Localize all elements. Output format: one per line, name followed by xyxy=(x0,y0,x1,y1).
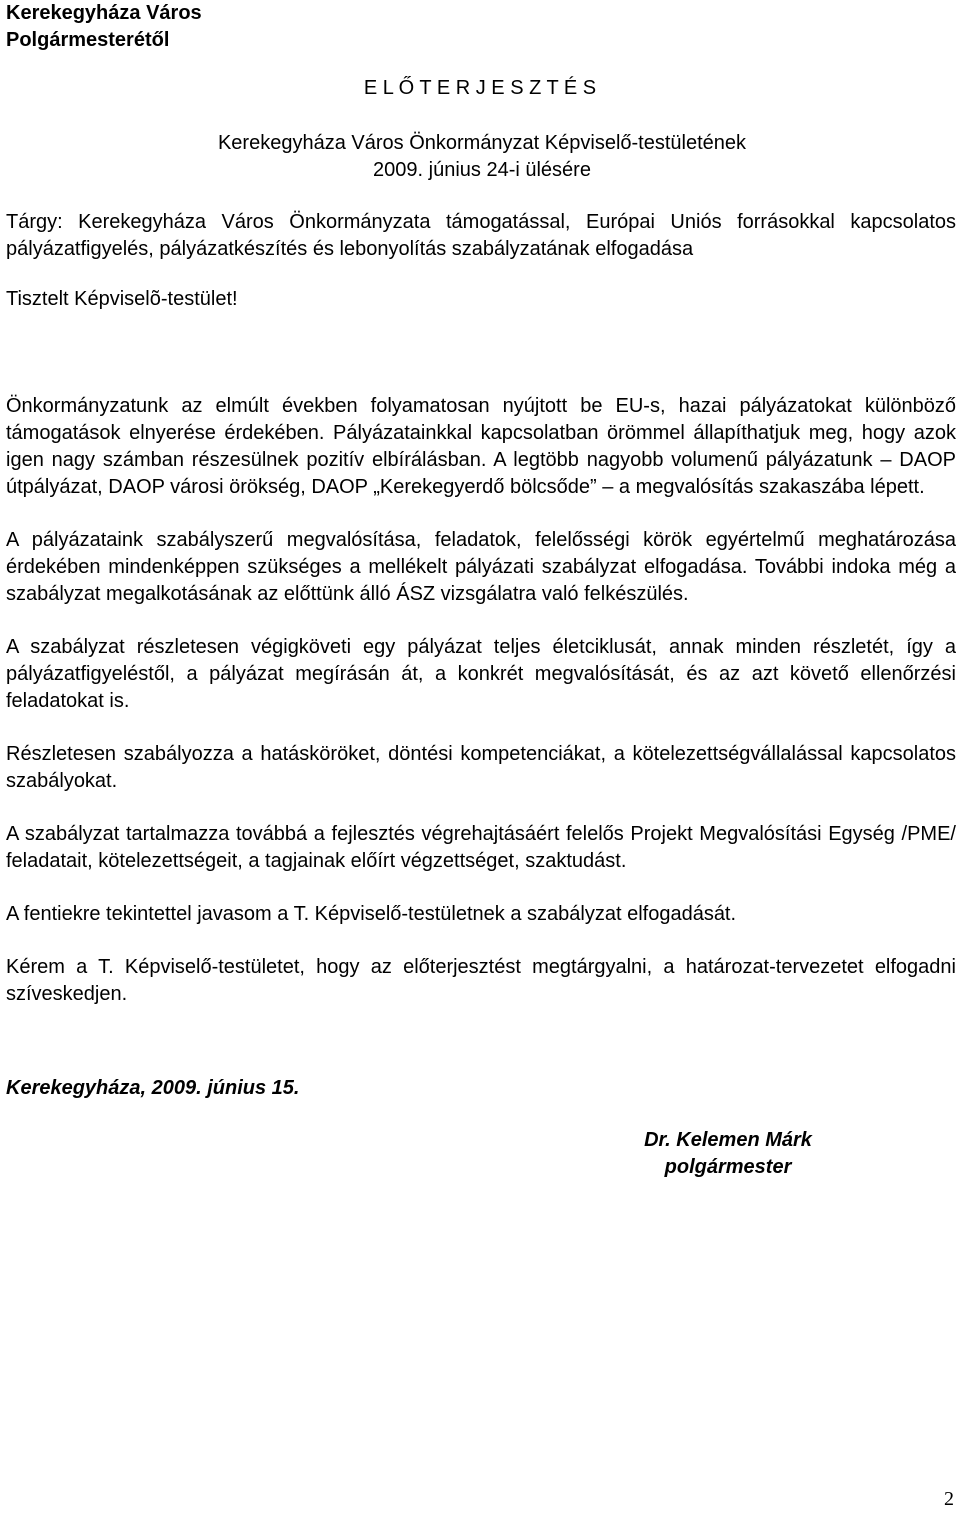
body-text xyxy=(6,393,956,1034)
subject-line: Tárgy: Kerekegyháza Város Önkormányzata támogatással, Európai Uniós forrásokkal kapcsolatos pályázatfigyelés, pályázatkészítés és lebonyolítás szabályzatának elfogadása xyxy=(6,211,956,260)
salutation: Tisztelt Képviselõ-testület! xyxy=(6,288,238,310)
paragraph: Kérem a T. Képviselő-testületet, hogy az előterjesztést megtárgyalni, a határozat-tervezetet elfogadni szíveskedjen. xyxy=(6,956,956,1005)
sender-line-2: Polgármesterétől xyxy=(6,29,170,51)
signature-block xyxy=(600,1127,856,1181)
signatory-title: polgármester xyxy=(664,1156,792,1178)
document-type-heading xyxy=(0,77,960,100)
sender-block xyxy=(6,0,202,54)
page-number: 2 xyxy=(944,1488,954,1510)
paragraph: Részletesen szabályozza a hatásköröket, döntési kompetenciákat, a kötelezettségvállalással kapcsolatos szabályokat. xyxy=(6,743,956,792)
paragraph: A szabályzat részletesen végigköveti egy pályázat teljes életciklusát, annak minden részletét, így a pályázatfigyeléstől, a pályázat megírásán át, a konkrét megvalósítását, és az azt követő ellenőrzési feladatokat is. xyxy=(6,636,956,712)
paragraph: Önkormányzatunk az elmúlt években folyamatosan nyújtott be EU-s, hazai pályázatokat különböző támogatások elnyerése érdekében. Pályázatainkkal kapcsolatban örömmel állapíthatjuk meg, hogy azok igen nagy számban részesülnek pozitív elbírálásban. A legtöbb nagyobb volumenű pályázatunk – DAOP útpályázat, DAOP városi örökség, DAOP „Kerekegyerdő bölcsőde” – a megvalósítás szakaszába lépett. xyxy=(6,395,956,498)
addressee-block xyxy=(180,130,784,184)
sender-line-1: Kerekegyháza Város xyxy=(6,2,202,24)
paragraph: A pályázataink szabályszerű megvalósítása, feladatok, felelősségi körök egyértelmű meghatározása érdekében mindenképpen szükséges a mellékelt pályázati szabályzat elfogadása. További indoka még a szabályzat megalkotásának az előttünk álló ÁSZ vizsgálatra való felkészülés. xyxy=(6,529,956,605)
document-type-text: E L Ő T E R J E S Z T É S xyxy=(363,77,597,99)
place-and-date: Kerekegyháza, 2009. június 15. xyxy=(6,1077,300,1099)
paragraph: A fentiekre tekintettel javasom a T. Képviselő-testületnek a szabályzat elfogadását. xyxy=(6,903,737,925)
addressee-line-1: Kerekegyháza Város Önkormányzat Képviselő-testületének xyxy=(217,132,747,154)
paragraph: A szabályzat tartalmazza továbbá a fejlesztés végrehajtásáért felelős Projekt Megvalósítási Egység /PME/ feladatait, kötelezettségeit, a tagjainak előírt végzettséget, szaktudást. xyxy=(6,823,956,872)
signatory-name: Dr. Kelemen Márk xyxy=(644,1129,812,1151)
addressee-line-2: 2009. június 24-i ülésére xyxy=(373,159,591,181)
